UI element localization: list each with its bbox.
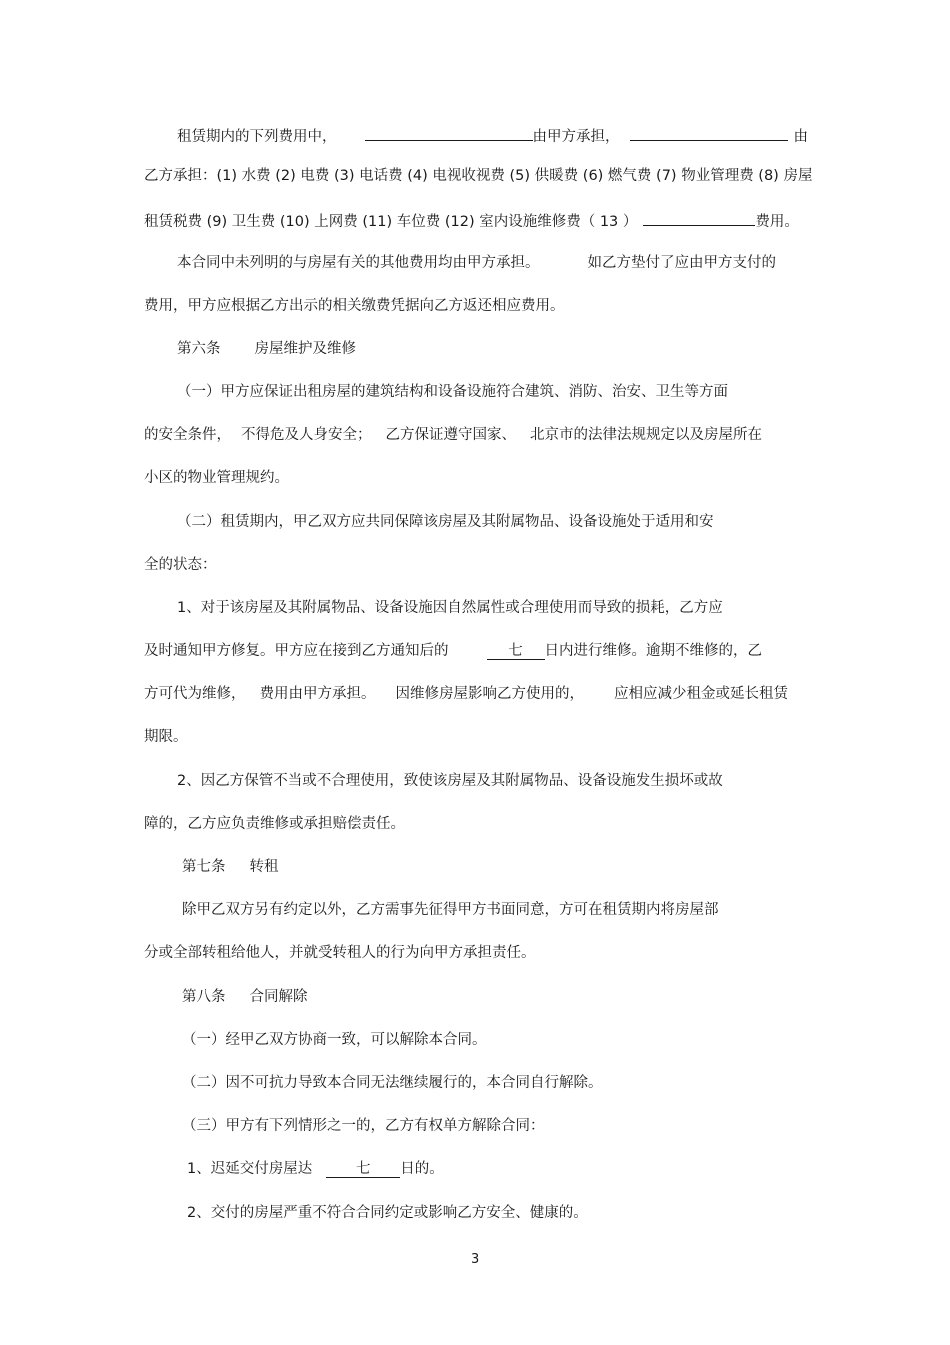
- a6-2-1-line-1: 1、对于该房屋及其附属物品、设备设施因自然属性或合理使用而导致的损耗，乙方应: [177, 600, 723, 616]
- a6-2-line-1: （二）租赁期内，甲乙双方应共同保障该房屋及其附属物品、设备设施处于适用和安: [177, 514, 714, 530]
- a7-line-1: 除甲乙双方另有约定以外，乙方需事先征得甲方书面同意，方可在租赁期内将房屋部: [182, 902, 719, 918]
- page-number: 3: [471, 1252, 480, 1267]
- fee-line-3: 租赁税费 (9) 卫生费 (10) 上网费 (11) 车位费 (12) 室内设施维修费（ 13 ） 费用。: [144, 209, 799, 232]
- blank-tenant-fees: [630, 124, 788, 141]
- a6-2-2-line-2: 障的，乙方应负责维修或承担赔偿责任。: [144, 816, 405, 832]
- fee-line-2: 乙方承担：(1) 水费 (2) 电费 (3) 电话费 (4) 电视收视费 (5) 供暖费 (6) 燃气费 (7) 物业管理费 (8) 房屋: [144, 168, 813, 184]
- article-8-heading: 第八条 合同解除: [182, 989, 308, 1005]
- a8-3-2: 2、交付的房屋严重不符合合同约定或影响乙方安全、健康的。: [187, 1205, 588, 1221]
- fee-line-1: 租赁期内的下列费用中， 由甲方承担， 由: [177, 124, 808, 147]
- article-6-heading: 第六条 房屋维护及维修: [177, 341, 356, 357]
- delivery-days-field: 七: [326, 1161, 400, 1178]
- a6-1-line-3: 小区的物业管理规约。: [144, 470, 289, 486]
- a6-1-line-1: （一）甲方应保证出租房屋的建筑结构和设备设施符合建筑、消防、治安、卫生等方面: [177, 384, 728, 400]
- a8-2: （二）因不可抗力导致本合同无法继续履行的，本合同自行解除。: [182, 1075, 603, 1091]
- a7-line-2: 分或全部转租给他人，并就受转租人的行为向甲方承担责任。: [144, 945, 536, 961]
- blank-other-fee: [643, 209, 755, 226]
- article-7-heading: 第七条 转租: [182, 859, 279, 875]
- a8-1: （一）经甲乙双方协商一致，可以解除本合同。: [182, 1032, 487, 1048]
- other-fees-line-1: 本合同中未列明的与房屋有关的其他费用均由甲方承担。 如乙方垫付了应由甲方支付的: [177, 255, 776, 271]
- a6-2-1-line-2: 及时通知甲方修复。甲方应在接到乙方通知后的 七 日内进行维修。逾期不维修的，乙: [144, 643, 762, 659]
- a6-2-1-line-3: 方可代为维修， 费用由甲方承担。 因维修房屋影响乙方使用的， 应相应减少租金或延长租赁: [144, 686, 788, 702]
- a8-3: （三）甲方有下列情形之一的，乙方有权单方解除合同：: [182, 1118, 545, 1134]
- a6-2-1-line-4: 期限。: [144, 729, 188, 745]
- repair-days-field: 七: [487, 643, 545, 660]
- blank-landlord-fees: [365, 124, 533, 141]
- a6-1-line-2: 的安全条件， 不得危及人身安全； 乙方保证遵守国家、 北京市的法律法规规定以及房屋所在: [144, 427, 762, 443]
- a6-2-line-2: 全的状态：: [144, 557, 217, 573]
- a6-2-2-line-1: 2、因乙方保管不当或不合理使用，致使该房屋及其附属物品、设备设施发生损坏或故: [177, 773, 723, 789]
- other-fees-line-2: 费用，甲方应根据乙方出示的相关缴费凭据向乙方返还相应费用。: [144, 298, 565, 314]
- a8-3-1: 1、迟延交付房屋达 七 日的。: [187, 1161, 444, 1177]
